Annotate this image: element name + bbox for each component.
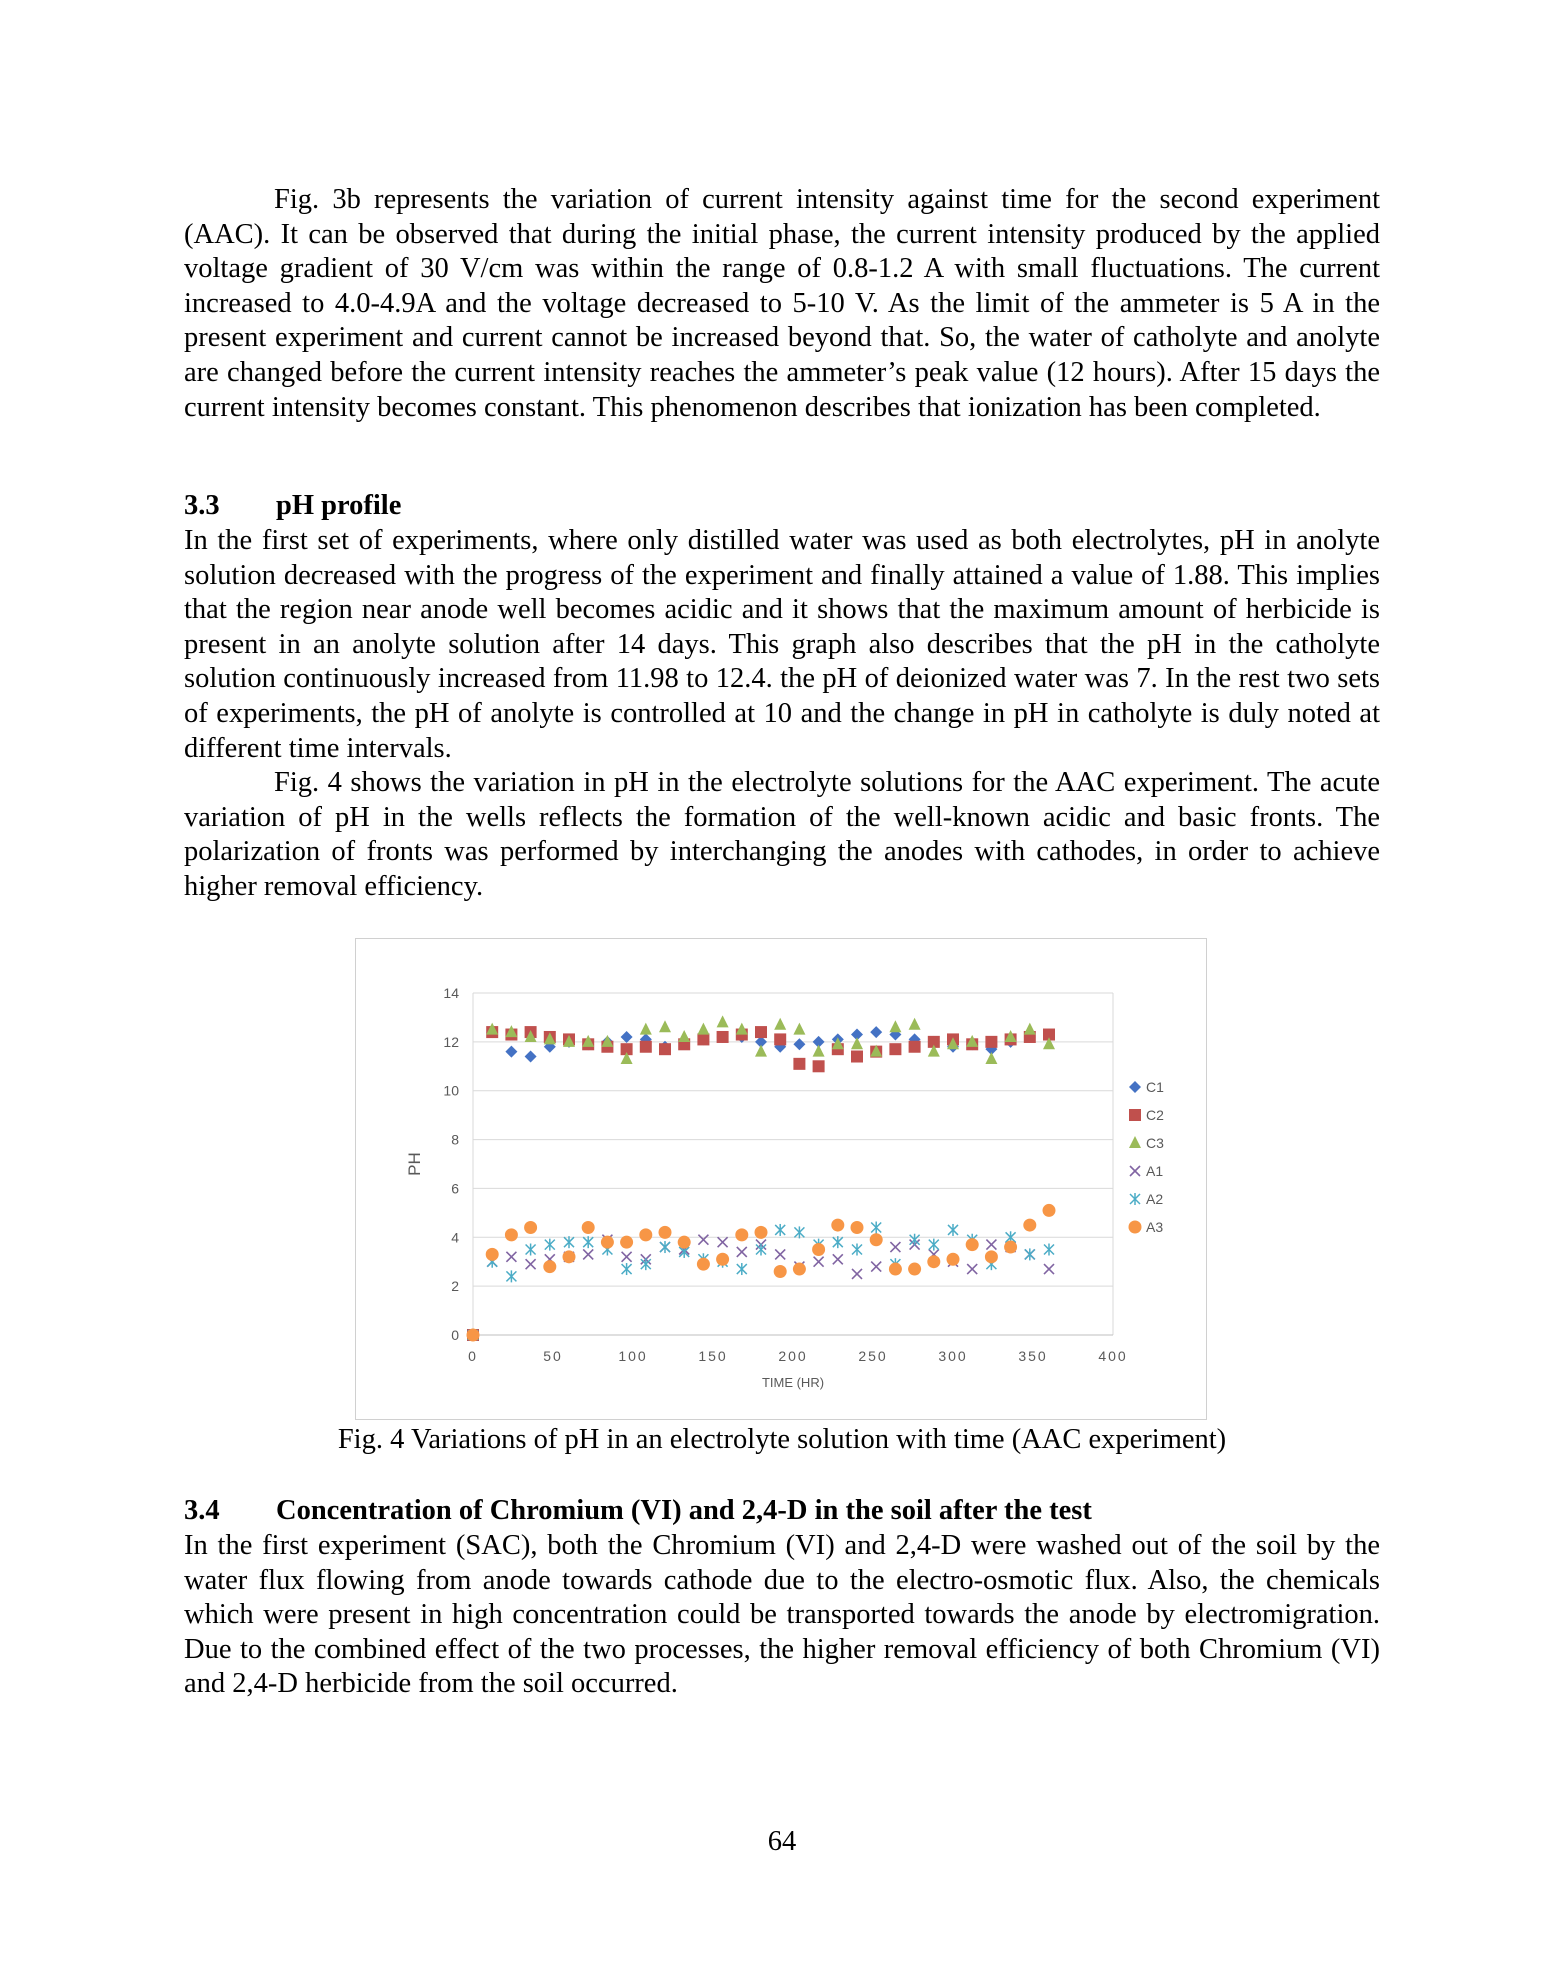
data-point-a1	[622, 1252, 632, 1262]
data-point-a3	[889, 1263, 902, 1276]
legend-marker-c1	[1129, 1081, 1141, 1093]
data-point-a2	[1044, 1244, 1054, 1256]
data-point-a3	[908, 1263, 921, 1276]
data-point-a1	[737, 1247, 747, 1257]
data-point-c2	[793, 1058, 805, 1070]
paragraph-fig3b: Fig. 3b represents the variation of current intensity against time for the second experiment (AAC). It can be observed that during the initial phase, the current intensity produced by the applied voltage gradient of 30 V/cm was within the range of 0.8-1.2 A with small fluctuations. The current increased to 4.0-4.9A and the voltage decreased to 5-10 V. As the limit of the ammeter is 5 A in the present experiment and current cannot be increased beyond that. So, the water of catholyte and anolyte are changed before the current intensity reaches the ammeter’s peak value (12 hours). After 15 days the current intensity becomes constant. This phenomenon describes that ionization has been completed.	[184, 184, 1380, 423]
data-point-a3	[601, 1236, 614, 1249]
data-point-a2	[583, 1236, 593, 1248]
data-point-a3	[870, 1233, 883, 1246]
data-point-a2	[622, 1263, 632, 1275]
legend-marker-c2	[1129, 1109, 1141, 1121]
ph-scatter-chart	[356, 939, 1208, 1421]
data-point-a1	[526, 1259, 536, 1269]
x-tick-label: 150	[698, 1348, 728, 1364]
y-axis-title: PH	[405, 1152, 424, 1176]
legend-label-c1: C1	[1146, 1079, 1164, 1095]
legend-marker-a2	[1130, 1193, 1140, 1205]
y-tick-label: 4	[451, 1229, 459, 1246]
data-point-c1	[505, 1046, 517, 1058]
data-point-a1	[986, 1240, 996, 1250]
data-point-a3	[966, 1238, 979, 1251]
data-point-a3	[524, 1221, 537, 1234]
data-point-a3	[620, 1236, 633, 1249]
data-point-a3	[716, 1253, 729, 1266]
legend-label-a2: A2	[1146, 1191, 1164, 1207]
data-point-a2	[660, 1241, 670, 1253]
data-point-a2	[545, 1239, 555, 1251]
data-point-a3	[947, 1253, 960, 1266]
data-point-a1	[890, 1242, 900, 1252]
data-point-a2	[564, 1236, 574, 1248]
data-point-a2	[1025, 1248, 1035, 1260]
data-point-c2	[909, 1041, 921, 1053]
data-point-a3	[659, 1226, 672, 1239]
y-tick-label: 6	[451, 1180, 459, 1197]
data-point-a3	[1023, 1219, 1036, 1232]
section-number: 3.4	[184, 1495, 220, 1526]
data-point-a3	[831, 1219, 844, 1232]
data-point-a1	[1044, 1264, 1054, 1274]
data-point-c3	[755, 1045, 767, 1057]
data-point-c3	[659, 1020, 671, 1032]
data-point-a3	[543, 1260, 556, 1273]
data-point-c2	[889, 1043, 901, 1055]
data-point-c1	[870, 1026, 882, 1038]
data-point-a3	[697, 1258, 710, 1271]
y-tick-label: 10	[443, 1082, 459, 1099]
data-point-c3	[793, 1023, 805, 1035]
paragraph-concentration: In the first experiment (SAC), both the Chromium (VI) and 2,4-D were washed out of the soil by the water flux flowing from anode towards cathode due to the electro-osmotic flux. Also, the chemicals which were present in high concentration could be transported towards the anode by electromigration. Due to the combined effect of the two processes, the higher removal efficiency of both Chromium (VI) and 2,4-D herbicide from the soil occurred.	[184, 1530, 1380, 1700]
data-point-a2	[506, 1270, 516, 1282]
data-point-a2	[929, 1239, 939, 1251]
data-point-c3	[851, 1037, 863, 1049]
data-point-a1	[814, 1257, 824, 1267]
data-point-c3	[1024, 1023, 1036, 1035]
data-point-c2	[813, 1060, 825, 1072]
legend-label-c3: C3	[1146, 1135, 1164, 1151]
data-point-c3	[909, 1018, 921, 1030]
data-point-a1	[852, 1269, 862, 1279]
y-tick-label: 12	[443, 1033, 459, 1050]
section-heading-3-4	[184, 1495, 1092, 1527]
x-tick-label: 50	[543, 1348, 563, 1364]
data-point-c3	[697, 1023, 709, 1035]
data-point-c2	[851, 1051, 863, 1063]
x-tick-label: 100	[618, 1348, 648, 1364]
data-point-a2	[526, 1244, 536, 1256]
paragraph-ph-profile: In the first set of experiments, where only distilled water was used as both electrolytes, pH in anolyte solution decreased with the progress of the experiment and finally attained a value of 1.88. This implies that the region near anode well becomes acidic and it shows that the maximum amount of herbicide is present in an anolyte solution after 14 days. This graph also describes that the pH in the catholyte solution continuously increased from 11.98 to 12.4. the pH of deionized water was 7. In the rest two sets of experiments, the pH of anolyte is controlled at 10 and the change in pH in catholyte is duly noted at different time intervals.	[184, 525, 1380, 764]
data-point-a1	[871, 1262, 881, 1272]
x-tick-label: 300	[938, 1348, 968, 1364]
page-number: 64	[767, 1826, 797, 1857]
section-title: pH profile	[276, 490, 402, 521]
data-point-a2	[775, 1224, 785, 1236]
data-point-a3	[851, 1221, 864, 1234]
data-point-a3	[639, 1228, 652, 1241]
legend-marker-a1	[1130, 1166, 1140, 1176]
data-point-a3	[793, 1263, 806, 1276]
x-tick-label: 250	[858, 1348, 888, 1364]
data-point-a2	[948, 1224, 958, 1236]
y-tick-label: 0	[451, 1327, 459, 1343]
data-point-a3	[985, 1250, 998, 1263]
legend-marker-c3	[1129, 1136, 1141, 1148]
data-point-a2	[794, 1226, 804, 1238]
section-heading-3-3	[184, 490, 401, 522]
legend-marker-a3	[1129, 1221, 1142, 1234]
data-point-c2	[697, 1033, 709, 1045]
data-point-a3	[467, 1329, 480, 1342]
data-point-a1	[967, 1264, 977, 1274]
section-title: Concentration of Chromium (VI) and 2,4-D in the soil after the test	[276, 1495, 1092, 1526]
data-point-a2	[756, 1244, 766, 1256]
data-point-c3	[985, 1052, 997, 1064]
data-point-c1	[525, 1051, 537, 1063]
data-point-a3	[1004, 1241, 1017, 1254]
paragraph-fig4-description: Fig. 4 shows the variation in pH in the electrolyte solutions for the AAC experiment. The acute variation of pH in the wells reflects the formation of the well-known acidic and basic fronts. The polarization of fronts was performed by interchanging the anodes with cathodes, in order to achieve higher removal efficiency.	[184, 767, 1380, 902]
figure-4-chart	[355, 938, 1207, 1420]
x-axis-title: TIME (HR)	[761, 1375, 825, 1390]
section-number: 3.3	[184, 490, 220, 521]
data-point-a3	[1043, 1204, 1056, 1217]
data-point-c3	[717, 1015, 729, 1027]
data-point-c2	[659, 1043, 671, 1055]
x-tick-label: 400	[1098, 1348, 1128, 1364]
data-point-c3	[678, 1030, 690, 1042]
x-tick-label: 350	[1018, 1348, 1048, 1364]
data-point-a1	[583, 1249, 593, 1259]
data-point-c3	[889, 1020, 901, 1032]
y-tick-label: 2	[451, 1278, 459, 1295]
data-point-a3	[755, 1226, 768, 1239]
data-point-a2	[833, 1236, 843, 1248]
data-point-a3	[927, 1255, 940, 1268]
legend-label-a3: A3	[1146, 1219, 1164, 1235]
data-point-a3	[774, 1265, 787, 1278]
data-point-c3	[640, 1023, 652, 1035]
data-point-a2	[910, 1234, 920, 1246]
data-point-c3	[774, 1018, 786, 1030]
data-point-a1	[833, 1254, 843, 1264]
data-point-a3	[812, 1243, 825, 1256]
data-point-a3	[486, 1248, 499, 1261]
y-tick-label: 8	[451, 1131, 459, 1148]
data-point-c2	[717, 1031, 729, 1043]
figure-caption: Fig. 4 Variations of pH in an electrolyte solution with time (AAC experiment)	[337, 1424, 1227, 1455]
x-tick-label: 200	[778, 1348, 808, 1364]
legend-label-a1: A1	[1146, 1163, 1164, 1179]
data-point-a2	[641, 1258, 651, 1270]
x-tick-label: 0	[468, 1348, 478, 1364]
data-point-c2	[755, 1026, 767, 1038]
data-point-a3	[678, 1236, 691, 1249]
data-point-c1	[793, 1038, 805, 1050]
data-point-c2	[774, 1033, 786, 1045]
data-point-a1	[775, 1249, 785, 1259]
y-tick-label: 14	[443, 985, 459, 1001]
data-point-a3	[735, 1228, 748, 1241]
data-point-a2	[871, 1222, 881, 1234]
legend-label-c2: C2	[1146, 1107, 1164, 1123]
data-point-c3	[813, 1045, 825, 1057]
data-point-a1	[718, 1237, 728, 1247]
data-point-a2	[852, 1244, 862, 1256]
data-point-a3	[505, 1228, 518, 1241]
data-point-c2	[640, 1041, 652, 1053]
data-point-a1	[698, 1235, 708, 1245]
data-point-a2	[737, 1263, 747, 1275]
data-point-c1	[621, 1031, 633, 1043]
data-point-a3	[582, 1221, 595, 1234]
data-point-c2	[985, 1036, 997, 1048]
data-point-a1	[506, 1252, 516, 1262]
data-point-a3	[563, 1250, 576, 1263]
